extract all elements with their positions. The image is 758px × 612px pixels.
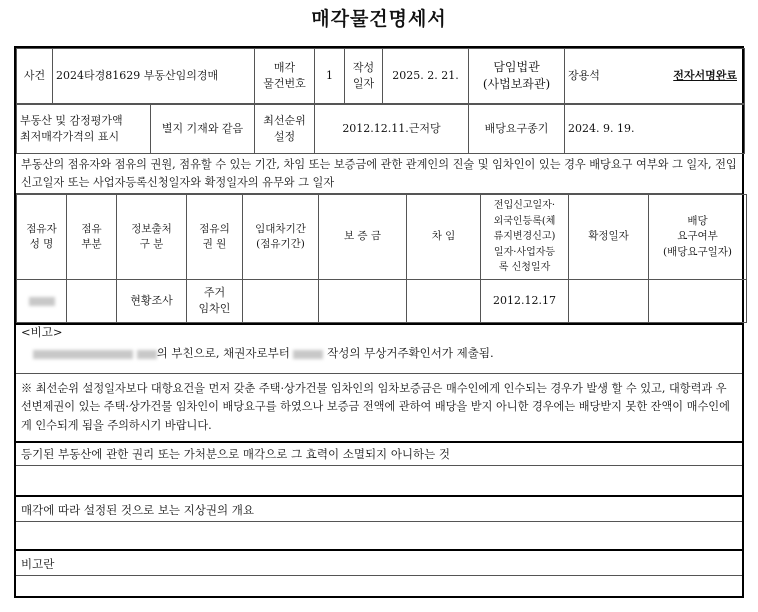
cell-source: 현황조사 [117,280,187,323]
redacted-text [137,350,157,359]
occupancy-table [16,194,747,323]
e-signature-stamp: 전자서명완료 [673,69,737,83]
judge-label: 담임법관 (사법보좌관) [469,49,565,104]
item-no-value: 1 [315,49,345,104]
cell-period [243,280,319,323]
cell-rent [407,280,481,323]
col-move-in: 전입신고일자· 외국인등록(체 류지변경신고) 일자·사업자등 록 신청일자 [481,195,569,280]
judge-cell [565,49,745,104]
col-fixed-date: 확정일자 [569,195,649,280]
occupancy-header-row [17,195,747,280]
remarks-text-end: 작성의 무상거주확인서가 제출됨. [327,346,494,360]
cell-title: 주거 임차인 [187,280,243,323]
occupant-name-redacted [17,280,67,323]
case-label: 사건 [17,49,53,104]
statement-frame [14,46,744,598]
remarks-text-mid: 의 부친으로, 채권자로부터 [156,346,290,360]
section-extinguish-label: 등기된 부동산에 관한 권리 또는 가처분으로 매각으로 그 효력이 소멸되지 아니하는 것 [16,441,742,465]
appraisal-value: 별지 기재와 같음 [151,105,255,154]
remarks-line [21,345,737,361]
section-remarks-body [16,575,742,603]
document-title: 매각물건명세서 [311,8,447,30]
cell-part [67,280,117,323]
remarks-label: <비고> [21,325,63,339]
section-remarks-label: 비고란 [16,549,742,575]
col-occupant: 점유자 성 명 [17,195,67,280]
cell-fixed-date [569,280,649,323]
section-extinguish-body [16,465,742,495]
col-distribution: 배당 요구여부 (배당요구일자) [649,195,747,280]
col-deposit: 보 증 금 [319,195,407,280]
notice-paragraph: ※ 최선순위 설정일자보다 대항요건을 먼저 갖춘 주택·상가건물 임차인의 임차보증금은 매수인에게 인수되는 경우가 발생 할 수 있고, 대항력과 우선변제권이 있는 주택·상가건물 임차인이 배당요구를 하였으나 보증금 전액에 관하여 배당을 받지 아니한 경우에는 배당받지 못한 잔액이 매수인에게 인수되게 됨을 주의하시기 바랍니다. [16,373,742,441]
deadline-label: 배당요구종기 [469,105,565,154]
header-table [16,48,745,104]
col-rent: 차 임 [407,195,481,280]
appraisal-table [16,104,745,154]
cell-distribution [649,280,747,323]
occupancy-description: 부동산의 점유자와 점유의 권원, 점유할 수 있는 기간, 차임 또는 보증금에 관한 관계인의 진술 및 임차인이 있는 경우 배당요구 여부와 그 일자, 전입신고일자 또는 사업자등록신청일자와 확정일자의 유무와 그 일자 [16,154,742,194]
remarks-box [16,323,742,373]
table-row [17,280,747,323]
section-surface-right-label: 매각에 따라 설정된 것으로 보는 지상권의 개요 [16,495,742,521]
cell-deposit [319,280,407,323]
col-period: 임대차기간 (점유기간) [243,195,319,280]
judge-name: 장용석 [568,69,600,83]
col-part: 점유 부분 [67,195,117,280]
priority-value: 2012.12.11.근저당 [315,105,469,154]
deadline-value: 2024. 9. 19. [565,105,745,154]
cell-move-in: 2012.12.17 [481,280,569,323]
redacted-text [293,350,323,359]
case-value: 2024타경81629 부동산임의경매 [53,49,255,104]
redacted-text [33,350,133,359]
written-date-value: 2025. 2. 21. [383,49,469,104]
section-surface-right-body [16,521,742,549]
col-source: 정보출처 구 분 [117,195,187,280]
priority-label: 최선순위 설정 [255,105,315,154]
item-no-label: 매각 물건번호 [255,49,315,104]
appraisal-label: 부동산 및 감정평가액 최저매각가격의 표시 [17,105,151,154]
col-title: 점유의 권 원 [187,195,243,280]
written-date-label: 작성 일자 [345,49,383,104]
